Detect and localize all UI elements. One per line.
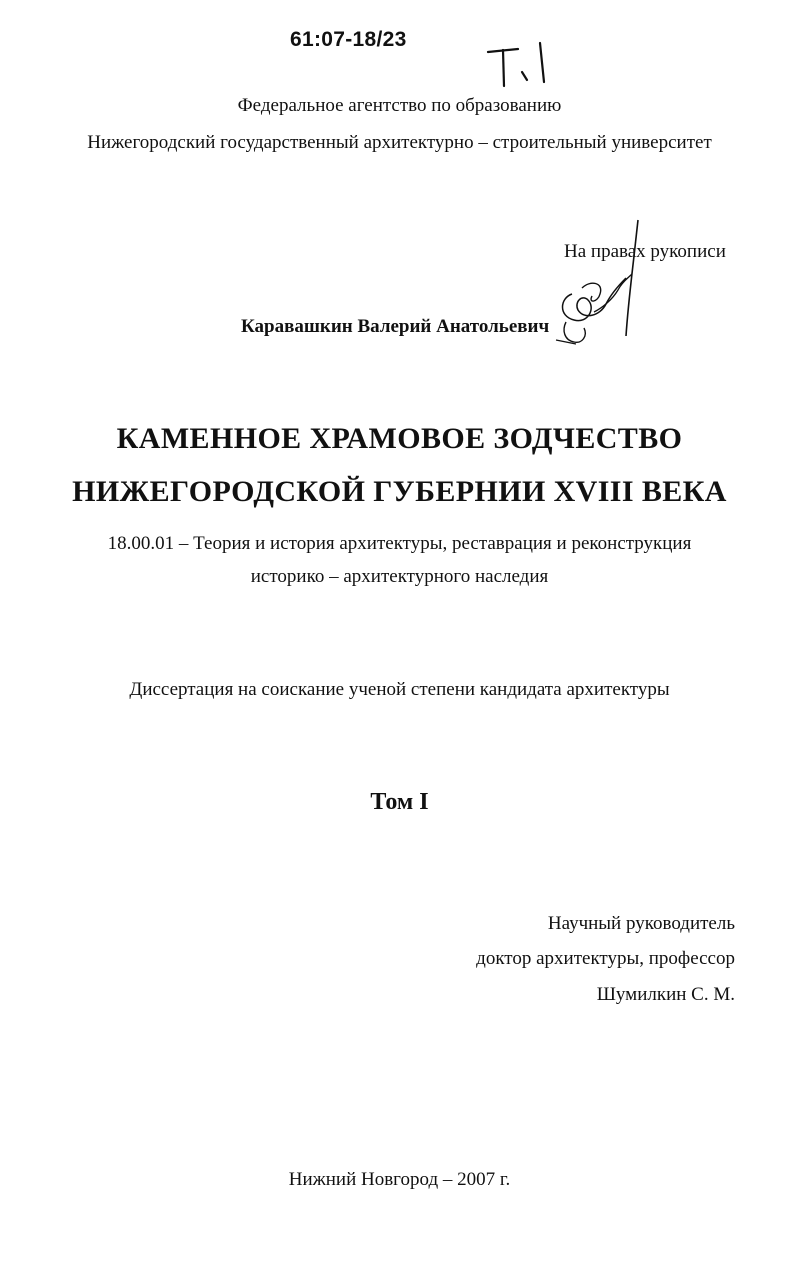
author-name: Каравашкин Валерий Анатольевич [241, 316, 550, 337]
university-name: Нижегородский государственный архитектурно – строительный университет [87, 132, 712, 153]
volume-label: Том I [370, 789, 429, 815]
author-signature [548, 216, 658, 348]
handwritten-volume-mark [484, 38, 556, 98]
catalog-code: 61:07-18/23 [290, 28, 407, 51]
manuscript-note: На правах рукописи [564, 241, 726, 262]
title-line-2: НИЖЕГОРОДСКОЙ ГУБЕРНИИ XVIII ВЕКА [72, 475, 727, 508]
specialty-line-2: историко – архитектурного наследия [250, 566, 549, 587]
supervisor-name: Шумилкин С. М. [596, 984, 735, 1005]
title-line-1: КАМЕННОЕ ХРАМОВОЕ ЗОДЧЕСТВО [116, 422, 683, 455]
supervisor-rank: доктор архитектуры, профессор [476, 948, 735, 969]
specialty-line-1: 18.00.01 – Теория и история архитектуры, реставрация и реконструкция [107, 533, 692, 554]
agency-name: Федеральное агентство по образованию [237, 95, 562, 116]
city-year: Нижний Новгород – 2007 г. [288, 1169, 511, 1190]
degree-statement: Диссертация на соискание ученой степени кандидата архитектуры [129, 679, 670, 700]
supervisor-title: Научный руководитель [547, 913, 735, 934]
